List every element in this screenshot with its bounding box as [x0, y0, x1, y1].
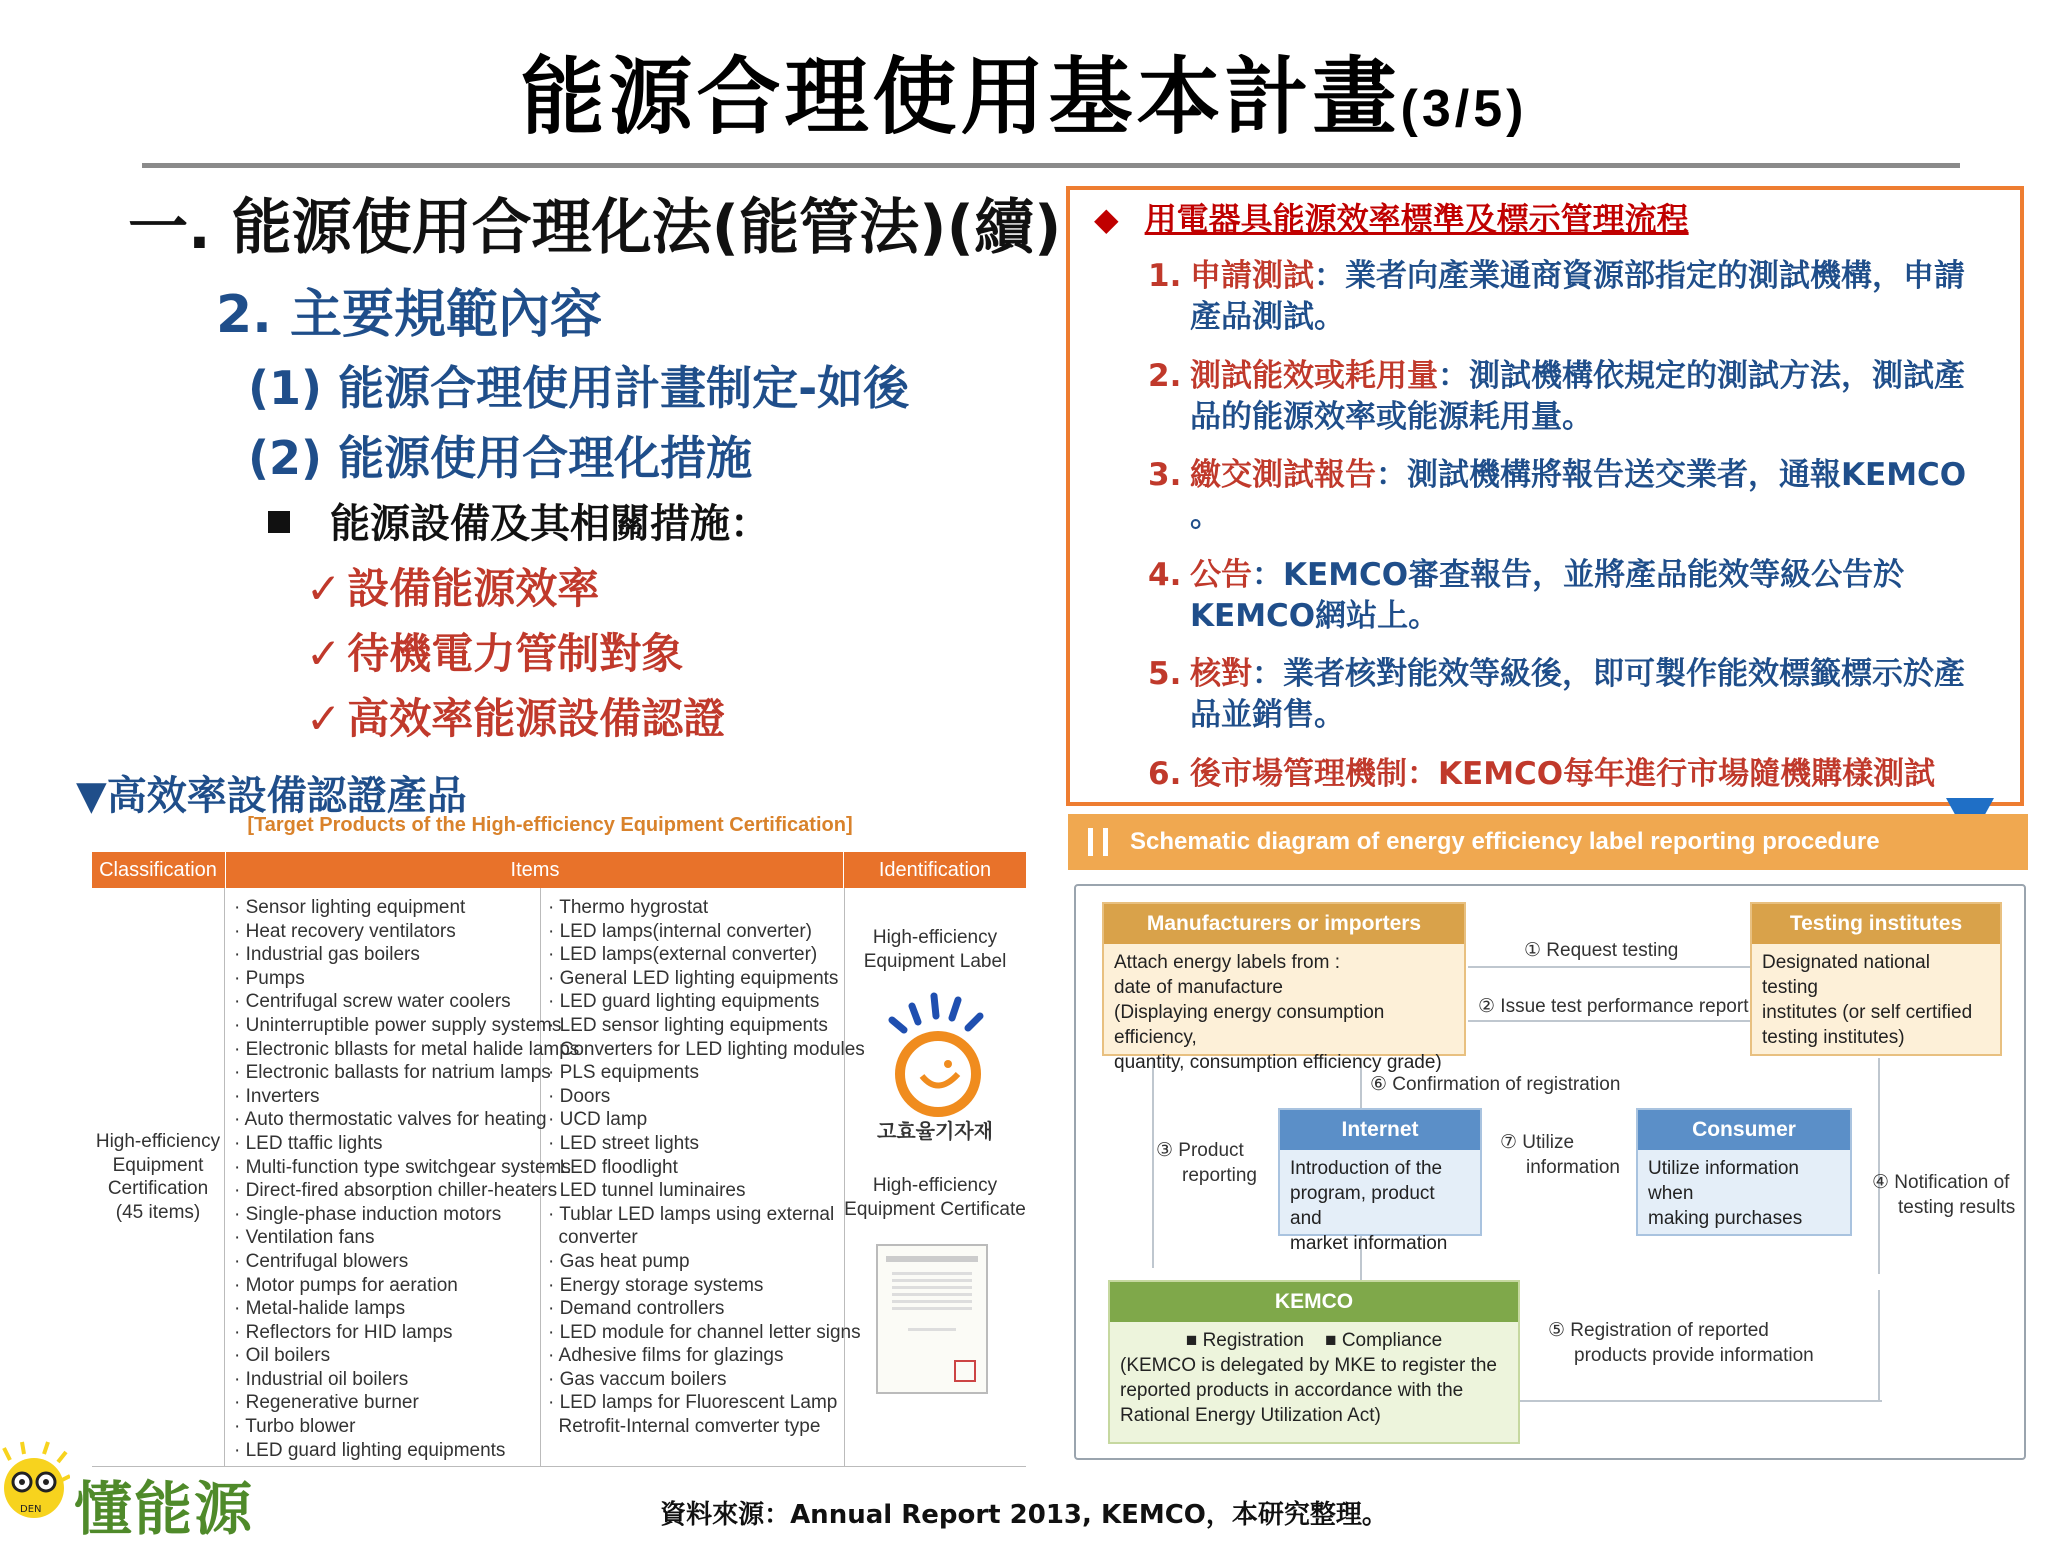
step-number: 1.	[1148, 258, 1182, 294]
table-title: [Target Products of the High-efficiency Equipment Certification]	[247, 814, 853, 836]
items-column-2	[548, 896, 865, 1439]
diagram-header: Schematic diagram of energy efficiency label reporting procedure	[1068, 814, 2028, 870]
items-column-1	[234, 896, 579, 1462]
bars-icon	[1088, 828, 1108, 856]
table-item: · Reflectors for HID lamps	[234, 1321, 453, 1343]
certificate-image	[876, 1244, 988, 1394]
table-item: · Centrifugal screw water coolers	[234, 991, 511, 1013]
step-number: 3.	[1148, 457, 1182, 493]
step-label: 繳交測試報告	[1190, 457, 1376, 493]
logo-text: 懂能源	[74, 1475, 255, 1543]
check-item: ✓ 高效率能源設備認證	[306, 694, 726, 743]
procedure-step	[1148, 754, 1988, 795]
procedure-step	[1148, 356, 1988, 438]
step-label: 公告	[1190, 557, 1252, 593]
kemco-box: KEMCO ■ Registration ■ Compliance (KEMCO is delegated by MKE to register the reported products in accordance with the Rational Energy Utilization Act)	[1108, 1280, 1520, 1444]
label-notification: ④ Notification of testing results	[1872, 1172, 2016, 1218]
table-item: · Oil boilers	[234, 1345, 331, 1367]
check-item: ✓ 待機電力管制對象	[306, 629, 684, 678]
table-item: · Tublar LED lamps using external	[548, 1203, 835, 1225]
table-item: · Electronic bllasts for metal halide lamps	[234, 1038, 580, 1060]
step-number: 5.	[1148, 656, 1182, 692]
check-icon: ✓	[306, 694, 342, 743]
table-item: · LED sensor lighting equipments	[548, 1014, 828, 1036]
table-item: · Gas heat pump	[548, 1250, 690, 1272]
step-text: ：業者向產業通商資源部指定的測試機構，申請產品測試。	[1190, 258, 1965, 335]
header-items: Items	[510, 859, 560, 881]
table-item: · Thermo hygrostat	[548, 897, 709, 918]
procedure-step	[1148, 455, 1988, 537]
table-item: · Regenerative burner	[234, 1392, 419, 1414]
outline-item-1: (1) 能源合理使用計畫制定-如後	[248, 361, 910, 415]
efficiency-label-logo-icon	[872, 988, 1002, 1118]
label-utilize-info: ⑦ Utilize information	[1500, 1132, 1620, 1178]
table-item: · Uninterruptible power supply systems	[234, 1014, 562, 1036]
check-icon: ✓	[306, 629, 342, 678]
label-caption: High-efficiency Equipment Label	[863, 927, 1007, 972]
table-item: · LED guard lighting equipments	[234, 1439, 506, 1461]
check-icon: ✓	[306, 564, 342, 613]
step-text: ：業者核對能效等級後，即可製作能效標籤標示於產品並銷售。	[1190, 656, 1965, 733]
consumer-box: Consumer Utilize information when making purchases	[1636, 1108, 1852, 1236]
table-item: · LED lamps for Fluorescent Lamp	[548, 1392, 838, 1414]
step-label: 測試能效或耗用量	[1190, 358, 1438, 394]
sub-heading: 2. 主要規範內容	[216, 285, 603, 345]
table-item: · Auto thermostatic valves for heating	[234, 1109, 547, 1131]
section-heading: 一. 能源使用合理化法(能管法)(續)	[128, 193, 1062, 263]
header-classification: Classification	[99, 859, 217, 881]
table-item: · PLS equipments	[548, 1062, 700, 1084]
table-item: · Adhesive films for glazings	[548, 1345, 784, 1367]
step-text: ：測試機構依規定的測試方法，測試產品的能源效率或能源耗用量。	[1190, 358, 1965, 435]
step-number: 2.	[1148, 358, 1182, 394]
label-confirmation: ⑥ Confirmation of registration	[1370, 1074, 1621, 1095]
outline-item-2: (2) 能源使用合理化措施	[248, 431, 753, 485]
table-item: · General LED lighting equipments	[548, 967, 839, 989]
header-identification: Identification	[878, 859, 992, 881]
table-item: · Gas vaccum boilers	[548, 1368, 727, 1390]
table-item: · LED lamps(external converter)	[548, 944, 818, 966]
table-item: · Motor pumps for aeration	[234, 1274, 458, 1296]
label-product-reporting: ③ Product reporting	[1156, 1140, 1257, 1186]
table-item: converter	[548, 1227, 638, 1249]
step-label: 核對	[1190, 656, 1252, 692]
slide-title: 能源合理使用基本計畫(3/5)	[520, 48, 1528, 146]
table-item: · Heat recovery ventilators	[234, 920, 456, 942]
procedure-step	[1148, 256, 1988, 338]
step-text: ：KEMCO審查報告，並將產品能效等級公告於KEMCO網站上。	[1190, 557, 1905, 634]
table-item: · Converters for LED lighting modules	[548, 1038, 865, 1060]
table-item: · Ventilation fans	[234, 1227, 375, 1249]
table-item: · LED tunnel luminaires	[548, 1180, 746, 1202]
source-note: 資料來源：Annual Report 2013, KEMCO，本研究整理。	[660, 1500, 1388, 1530]
procedure-step	[1148, 555, 1988, 637]
table-item: · Metal-halide lamps	[234, 1298, 406, 1320]
step-label: 申請測試	[1190, 258, 1314, 294]
table-item: · Electronic ballasts for natrium lamps	[234, 1062, 551, 1084]
table-item: · Direct-fired absorption chiller-heaters	[234, 1180, 558, 1202]
label-issue-report: ② Issue test performance report	[1478, 996, 1749, 1017]
table-item: · LED guard lighting equipments	[548, 991, 820, 1013]
table-item: · Single-phase induction motors	[234, 1203, 502, 1225]
bullet-item: 能源設備及其相關措施：	[268, 492, 770, 549]
diamond-bullet-icon: ◆	[1094, 200, 1119, 238]
table-item: · Pumps	[234, 967, 305, 989]
table-caption: ▼高效率設備認證產品	[76, 773, 467, 819]
table-item: · LED lamps(internal converter)	[548, 920, 812, 942]
table-item: · Multi-function type switchgear systems	[234, 1156, 571, 1178]
table-item: · LED ttaffic lights	[234, 1132, 383, 1154]
check-item: ✓ 設備能源效率	[306, 564, 600, 613]
table-item: · Doors	[548, 1085, 611, 1107]
table-item: · Demand controllers	[548, 1298, 725, 1320]
table-item: · Industrial oil boilers	[234, 1368, 409, 1390]
table-item: · LED floodlight	[548, 1156, 678, 1178]
table-item: · Turbo blower	[234, 1416, 356, 1438]
certificate-caption: High-efficiency Equipment Certificate	[844, 1175, 1026, 1220]
label-request-testing: ① Request testing	[1524, 940, 1679, 961]
table-item: · Centrifugal blowers	[234, 1250, 409, 1272]
step-text: ：測試機構將報告送交業者，通報KEMCO 。	[1190, 457, 1967, 534]
square-bullet-icon	[268, 511, 290, 533]
table-item: · Energy storage systems	[548, 1274, 764, 1296]
certification-table	[92, 852, 1026, 1467]
step-number: 4.	[1148, 557, 1182, 593]
table-item: · Industrial gas boilers	[234, 944, 420, 966]
label-registration: ⑤ Registration of reported products provide information	[1548, 1320, 1814, 1366]
step-label: 後市場管理機制：KEMCO每年進行市場隨機購樣測試	[1190, 756, 1936, 792]
svg-text:DEN: DEN	[20, 1504, 42, 1515]
table-item: Retrofit-Internal comverter type	[548, 1416, 821, 1438]
classification-cell: High-efficiency Equipment Certification (45 items)	[95, 1131, 221, 1223]
internet-box: Internet Introduction of the program, product and market information	[1278, 1108, 1482, 1236]
table-item: · LED module for channel letter signs	[548, 1321, 861, 1343]
testing-institutes-box: Testing institutes Designated national testing institutes (or self certified testing institutes)	[1750, 902, 2002, 1056]
manufacturers-box: Manufacturers or importers Attach energy labels from : date of manufacture (Displaying energy consumption efficiency, quantity, consumption efficiency grade)	[1102, 902, 1466, 1056]
table-item: · Inverters	[234, 1085, 320, 1107]
table-header	[92, 852, 1026, 888]
panel-title: ◆ 用電器具能源效率標準及標示管理流程	[1094, 200, 1689, 238]
step-number: 6.	[1148, 756, 1182, 792]
title-divider	[142, 163, 1960, 168]
table-item: · LED street lights	[548, 1132, 699, 1154]
table-item: · UCD lamp	[548, 1109, 648, 1131]
procedure-step	[1148, 654, 1988, 736]
korean-label-text: 고효율기자재	[877, 1119, 993, 1143]
table-item: · Sensor lighting equipment	[234, 897, 466, 918]
